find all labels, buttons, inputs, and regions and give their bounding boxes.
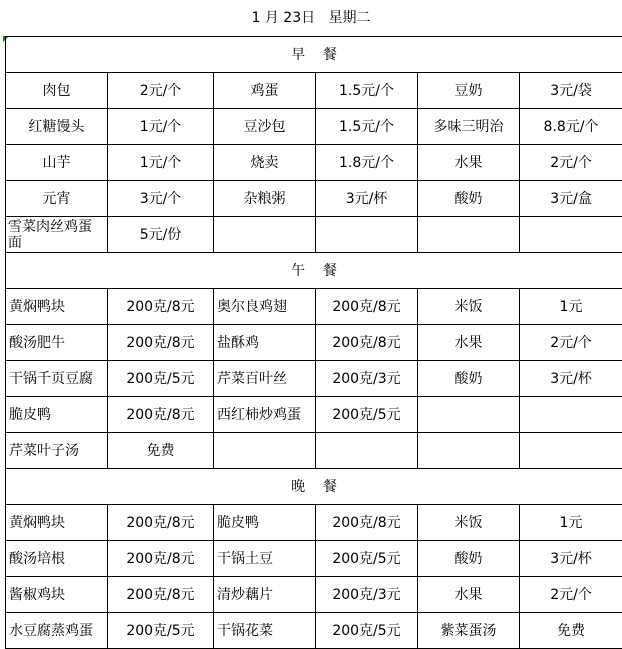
item-name: 酸汤培根 [6, 541, 108, 577]
item-price: 3元/盒 [520, 181, 622, 217]
item-name: 酸奶 [418, 181, 520, 217]
item-name: 酸汤肥牛 [6, 325, 108, 361]
item-name: 黄焖鸭块 [6, 289, 108, 325]
empty-cell [520, 397, 622, 433]
table-row [6, 181, 622, 217]
item-price: 200克/8元 [316, 505, 418, 541]
empty-cell [418, 397, 520, 433]
table-row [6, 397, 622, 433]
item-price: 200克/3元 [316, 577, 418, 613]
section-header-row [6, 37, 622, 73]
item-name: 芹菜叶子汤 [6, 433, 108, 469]
item-price: 5元/份 [108, 217, 214, 253]
item-price: 2元/个 [520, 145, 622, 181]
table-row [6, 109, 622, 145]
item-name: 杂粮粥 [214, 181, 316, 217]
dinner-heading: 晚 餐 [6, 469, 622, 505]
item-name: 红糖馒头 [6, 109, 108, 145]
item-price: 200克/5元 [108, 361, 214, 397]
item-name: 紫菜蛋汤 [418, 613, 520, 649]
item-price: 3元/个 [108, 181, 214, 217]
page-title: 1 月 23日 星期二 [0, 0, 622, 36]
item-name: 水果 [418, 325, 520, 361]
table-row [6, 505, 622, 541]
item-price: 免费 [108, 433, 214, 469]
item-price: 200克/8元 [108, 541, 214, 577]
item-name: 烧卖 [214, 145, 316, 181]
empty-cell [418, 433, 520, 469]
item-price: 3元/袋 [520, 73, 622, 109]
item-price: 1元/个 [108, 145, 214, 181]
item-price: 200克/5元 [316, 397, 418, 433]
table-row [6, 613, 622, 649]
item-name: 脆皮鸭 [6, 397, 108, 433]
item-price: 200克/8元 [316, 325, 418, 361]
item-name: 酱椒鸡块 [6, 577, 108, 613]
table-row [6, 73, 622, 109]
table-row [6, 325, 622, 361]
item-name: 干锅千页豆腐 [6, 361, 108, 397]
table-row [6, 577, 622, 613]
item-price: 200克/8元 [108, 289, 214, 325]
item-price: 3元/杯 [520, 541, 622, 577]
item-price: 200克/8元 [108, 397, 214, 433]
empty-cell [214, 433, 316, 469]
item-name: 雪菜肉丝鸡蛋面 [6, 217, 108, 253]
item-name: 清炒藕片 [214, 577, 316, 613]
item-price: 200克/3元 [316, 361, 418, 397]
item-name: 豆沙包 [214, 109, 316, 145]
item-name: 黄焖鸭块 [6, 505, 108, 541]
item-price: 200克/8元 [316, 289, 418, 325]
section-header-row [6, 469, 622, 505]
table-row [6, 289, 622, 325]
table-row [6, 433, 622, 469]
item-price: 2元/个 [520, 577, 622, 613]
item-price: 200克/5元 [316, 541, 418, 577]
item-name: 干锅土豆 [214, 541, 316, 577]
item-name: 水果 [418, 577, 520, 613]
item-name: 鸡蛋 [214, 73, 316, 109]
item-name: 肉包 [6, 73, 108, 109]
item-name: 米饭 [418, 505, 520, 541]
breakfast-heading: 早 餐 [6, 37, 622, 73]
empty-cell [520, 217, 622, 253]
empty-cell [214, 217, 316, 253]
item-price: 3元/杯 [316, 181, 418, 217]
item-price: 1.5元/个 [316, 109, 418, 145]
item-name: 芹菜百叶丝 [214, 361, 316, 397]
item-name: 脆皮鸭 [214, 505, 316, 541]
item-price: 200克/8元 [108, 505, 214, 541]
item-name: 干锅花菜 [214, 613, 316, 649]
empty-cell [316, 217, 418, 253]
item-price: 2元/个 [108, 73, 214, 109]
item-price: 1元 [520, 289, 622, 325]
empty-cell [520, 433, 622, 469]
table-row [6, 361, 622, 397]
item-price: 免费 [520, 613, 622, 649]
item-name: 奥尔良鸡翅 [214, 289, 316, 325]
table-row [6, 217, 622, 253]
item-name: 酸奶 [418, 361, 520, 397]
item-price: 200克/8元 [108, 325, 214, 361]
item-price: 8.8元/个 [520, 109, 622, 145]
table-row [6, 541, 622, 577]
item-price: 2元/个 [520, 325, 622, 361]
empty-cell [316, 433, 418, 469]
lunch-heading: 午 餐 [6, 253, 622, 289]
empty-cell [418, 217, 520, 253]
section-header-row [6, 253, 622, 289]
item-name: 山芋 [6, 145, 108, 181]
item-price: 1元 [520, 505, 622, 541]
item-name: 米饭 [418, 289, 520, 325]
item-price: 1元/个 [108, 109, 214, 145]
menu-table [5, 36, 622, 649]
item-name: 西红柿炒鸡蛋 [214, 397, 316, 433]
item-price: 200克/8元 [108, 577, 214, 613]
item-name: 元宵 [6, 181, 108, 217]
item-price: 1.5元/个 [316, 73, 418, 109]
table-row [6, 145, 622, 181]
item-name: 盐酥鸡 [214, 325, 316, 361]
item-name: 多味三明治 [418, 109, 520, 145]
item-price: 200克/5元 [316, 613, 418, 649]
item-name: 水豆腐蒸鸡蛋 [6, 613, 108, 649]
item-name: 酸奶 [418, 541, 520, 577]
item-name: 豆奶 [418, 73, 520, 109]
item-price: 1.8元/个 [316, 145, 418, 181]
item-price: 200克/5元 [108, 613, 214, 649]
item-price: 3元/杯 [520, 361, 622, 397]
item-name: 水果 [418, 145, 520, 181]
